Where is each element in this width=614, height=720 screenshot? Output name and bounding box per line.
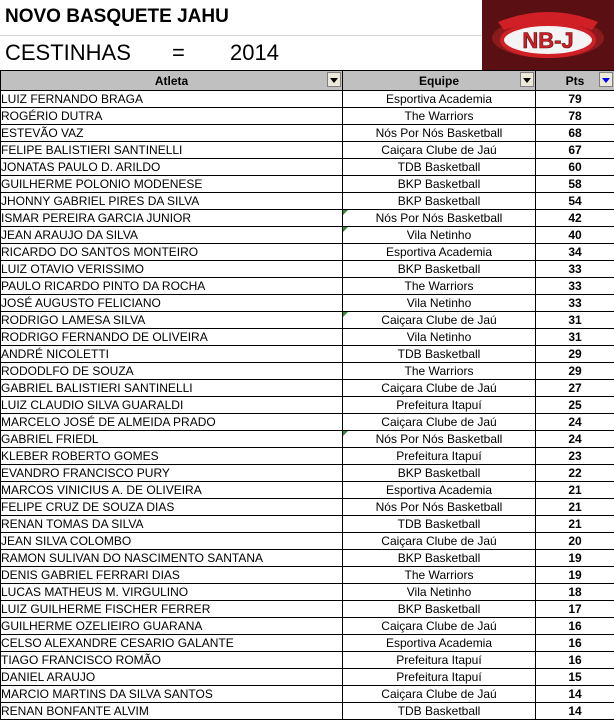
points-cell[interactable] [536, 567, 614, 584]
team-cell[interactable] [343, 703, 536, 720]
points-cell-text: 42 [568, 210, 582, 225]
points-cell-text: 19 [568, 550, 582, 565]
team-cell[interactable] [343, 652, 536, 669]
team-cell-text: Vila Netinho [406, 227, 472, 242]
table-row [1, 499, 614, 516]
team-cell-text: Caiçara Clube de Jaú [381, 312, 497, 327]
table-row [1, 584, 614, 601]
points-cell[interactable] [536, 686, 614, 703]
team-cell[interactable] [343, 91, 536, 108]
team-cell-text: BKP Basketball [397, 261, 481, 276]
team-cell-text: Caiçara Clube de Jaú [381, 414, 497, 429]
subtitle-label: CESTINHAS [5, 40, 131, 65]
table-row [1, 567, 614, 584]
athlete-cell[interactable] [1, 703, 343, 720]
athlete-cell-text: RENAN BONFANTE ALVIM [1, 703, 149, 718]
team-cell[interactable] [343, 125, 536, 142]
athlete-cell[interactable] [1, 516, 343, 533]
table-row [1, 227, 614, 244]
athlete-cell[interactable] [1, 550, 343, 567]
athlete-cell[interactable] [1, 635, 343, 652]
athlete-cell[interactable] [1, 652, 343, 669]
points-cell-text: 54 [568, 193, 582, 208]
team-cell-text: Esportiva Academia [385, 244, 493, 259]
points-cell[interactable] [536, 210, 614, 227]
athlete-cell-text: RODODLFO DE SOUZA [1, 363, 134, 378]
athlete-cell-text: MARCIO MARTINS DA SILVA SANTOS [1, 686, 213, 701]
points-cell[interactable] [536, 465, 614, 482]
points-cell[interactable] [536, 142, 614, 159]
athlete-cell[interactable] [1, 108, 343, 125]
points-cell-text: 17 [568, 601, 582, 616]
team-cell[interactable] [343, 295, 536, 312]
table-row [1, 703, 614, 720]
points-cell-text: 33 [568, 261, 582, 276]
points-cell[interactable] [536, 312, 614, 329]
table-row [1, 448, 614, 465]
sheet-title: NOVO BASQUETE JAHU [5, 6, 229, 27]
team-cell[interactable] [343, 346, 536, 363]
athlete-cell-text: LUIZ GUILHERME FISCHER FERRER [1, 601, 211, 616]
points-cell-text: 40 [568, 227, 582, 242]
points-cell[interactable] [536, 516, 614, 533]
athlete-cell-text: GUILHERME OZELIEIRO GUARANA [1, 618, 203, 633]
points-cell-text: 14 [568, 703, 582, 718]
team-cell[interactable] [343, 414, 536, 431]
athlete-cell-text: TIAGO FRANCISCO ROMÃO [1, 652, 162, 667]
table-row [1, 261, 614, 278]
points-cell[interactable] [536, 244, 614, 261]
column-header-points-label: Pts [565, 73, 585, 88]
team-cell[interactable] [343, 159, 536, 176]
table-body [1, 91, 614, 720]
points-cell[interactable] [536, 380, 614, 397]
team-cell[interactable] [343, 261, 536, 278]
team-cell-text: TDB Basketball [397, 159, 481, 174]
athlete-cell-text: LUIZ OTAVIO VERISSIMO [1, 261, 144, 276]
column-header-athlete-label: Atleta [154, 73, 189, 88]
team-cell[interactable] [343, 312, 536, 329]
points-cell-text: 78 [568, 108, 582, 123]
points-cell[interactable] [536, 125, 614, 142]
athlete-cell-text: PAULO RICARDO PINTO DA ROCHA [1, 278, 206, 293]
team-cell[interactable] [343, 193, 536, 210]
athlete-cell-text: FELIPE BALISTIERI SANTINELLI [1, 142, 183, 157]
table-row [1, 414, 614, 431]
comment-indicator-icon[interactable] [343, 312, 348, 317]
team-cell-text: BKP Basketball [397, 601, 481, 616]
athlete-cell-text: LUIZ FERNANDO BRAGA [1, 91, 144, 106]
team-cell[interactable] [343, 533, 536, 550]
team-cell[interactable] [343, 516, 536, 533]
athlete-cell[interactable] [1, 448, 343, 465]
points-cell-text: 67 [568, 142, 582, 157]
team-cell[interactable] [343, 278, 536, 295]
points-cell-text: 15 [568, 669, 582, 684]
team-cell[interactable] [343, 669, 536, 686]
team-cell-text: BKP Basketball [397, 193, 481, 208]
team-cell-text: TDB Basketball [397, 346, 481, 361]
team-cell-text: Vila Netinho [406, 329, 472, 344]
points-cell[interactable] [536, 108, 614, 125]
athlete-cell[interactable] [1, 142, 343, 159]
athlete-cell[interactable] [1, 295, 343, 312]
nbj-logo-icon [482, 0, 614, 70]
table-row [1, 278, 614, 295]
team-cell[interactable] [343, 329, 536, 346]
athlete-cell-text: LUCAS MATHEUS M. VIRGULINO [1, 584, 189, 599]
points-cell-text: 29 [568, 346, 582, 361]
athlete-cell[interactable] [1, 261, 343, 278]
table-row [1, 635, 614, 652]
team-cell-text: The Warriors [404, 108, 474, 123]
team-cell[interactable] [343, 363, 536, 380]
table-row [1, 618, 614, 635]
team-cell[interactable] [343, 227, 536, 244]
athlete-cell-text: JONATAS PAULO D. ARILDO [1, 159, 161, 174]
team-cell-text: Esportiva Academia [385, 482, 493, 497]
team-cell[interactable] [343, 567, 536, 584]
team-cell[interactable] [343, 210, 536, 227]
table-row [1, 312, 614, 329]
points-cell[interactable] [536, 278, 614, 295]
points-cell[interactable] [536, 482, 614, 499]
points-cell-text: 79 [568, 91, 582, 106]
team-cell[interactable] [343, 686, 536, 703]
athlete-cell[interactable] [1, 363, 343, 380]
points-cell-text: 24 [568, 414, 582, 429]
chevron-down-icon[interactable] [599, 72, 613, 87]
comment-indicator-icon[interactable] [343, 210, 348, 215]
points-cell-text: 27 [568, 380, 582, 395]
points-cell-text: 23 [568, 448, 582, 463]
team-cell[interactable] [343, 465, 536, 482]
points-cell[interactable] [536, 414, 614, 431]
athlete-cell-text: KLEBER ROBERTO GOMES [1, 448, 159, 463]
team-cell[interactable] [343, 431, 536, 448]
athlete-cell[interactable] [1, 278, 343, 295]
table-row [1, 91, 614, 108]
athlete-cell-text: JEAN ARAUJO DA SILVA [1, 227, 138, 242]
athlete-cell[interactable] [1, 601, 343, 618]
points-cell[interactable] [536, 363, 614, 380]
table-row [1, 601, 614, 618]
points-cell[interactable] [536, 159, 614, 176]
points-cell-text: 24 [568, 431, 582, 446]
table-row [1, 380, 614, 397]
column-header-points[interactable] [536, 71, 614, 91]
athlete-cell-text: MARCELO JOSÉ DE ALMEIDA PRADO [1, 414, 216, 429]
points-cell-text: 33 [568, 295, 582, 310]
athlete-cell-text: RODRIGO FERNANDO DE OLIVEIRA [1, 329, 208, 344]
team-cell-text: Nós Por Nós Basketball [375, 499, 503, 514]
athlete-cell-text: LUIZ CLAUDIO SILVA GUARALDI [1, 397, 184, 412]
points-cell[interactable] [536, 533, 614, 550]
athlete-cell-text: ANDRÉ NICOLETTI [1, 346, 110, 361]
points-cell[interactable] [536, 703, 614, 720]
team-cell[interactable] [343, 108, 536, 125]
team-cell[interactable] [343, 601, 536, 618]
team-cell[interactable] [343, 448, 536, 465]
points-cell[interactable] [536, 91, 614, 108]
table-row [1, 431, 614, 448]
team-cell[interactable] [343, 550, 536, 567]
team-cell-text: Esportiva Academia [385, 635, 493, 650]
team-cell-text: Vila Netinho [406, 584, 472, 599]
team-cell-text: Vila Netinho [406, 295, 472, 310]
athlete-cell[interactable] [1, 482, 343, 499]
table-row [1, 482, 614, 499]
points-cell-text: 16 [568, 618, 582, 633]
points-cell[interactable] [536, 176, 614, 193]
team-cell-text: BKP Basketball [397, 550, 481, 565]
team-cell-text: The Warriors [404, 567, 474, 582]
table-row [1, 176, 614, 193]
athlete-cell-text: DENIS GABRIEL FERRARI DIAS [1, 567, 180, 582]
table-row [1, 363, 614, 380]
points-cell[interactable] [536, 261, 614, 278]
comment-indicator-icon[interactable] [343, 431, 348, 436]
athlete-cell-text: ESTEVÃO VAZ [1, 125, 84, 140]
points-cell[interactable] [536, 499, 614, 516]
table-row [1, 652, 614, 669]
table-row [1, 210, 614, 227]
athlete-cell[interactable] [1, 533, 343, 550]
points-cell-text: 19 [568, 567, 582, 582]
team-cell-text: TDB Basketball [397, 516, 481, 531]
team-cell[interactable] [343, 244, 536, 261]
points-cell-text: 21 [568, 482, 582, 497]
team-cell[interactable] [343, 176, 536, 193]
athlete-cell[interactable] [1, 618, 343, 635]
table-row [1, 193, 614, 210]
points-cell-text: 16 [568, 635, 582, 650]
points-cell-text: 25 [568, 397, 582, 412]
athlete-cell-text: ISMAR PEREIRA GARCIA JUNIOR [1, 210, 192, 225]
points-cell[interactable] [536, 601, 614, 618]
athlete-cell-text: JEAN SILVA COLOMBO [1, 533, 132, 548]
athlete-cell[interactable] [1, 159, 343, 176]
points-cell[interactable] [536, 635, 614, 652]
athlete-cell[interactable] [1, 567, 343, 584]
team-cell-text: The Warriors [404, 278, 474, 293]
athlete-cell-text: RICARDO DO SANTOS MONTEIRO [1, 244, 199, 259]
points-cell-text: 18 [568, 584, 582, 599]
points-cell[interactable] [536, 431, 614, 448]
team-cell[interactable] [343, 635, 536, 652]
athlete-cell-text: GUILHERME POLONIO MODENESE [1, 176, 203, 191]
athlete-cell[interactable] [1, 431, 343, 448]
team-cell-text: Nós Por Nós Basketball [375, 125, 503, 140]
table-row [1, 346, 614, 363]
table-row [1, 159, 614, 176]
column-header-athlete[interactable] [1, 71, 343, 91]
athlete-cell[interactable] [1, 499, 343, 516]
chevron-down-icon[interactable] [520, 72, 534, 87]
athlete-cell[interactable] [1, 244, 343, 261]
athlete-cell-text: GABRIEL BALISTIERI SANTINELLI [1, 380, 193, 395]
team-cell[interactable] [343, 380, 536, 397]
subtitle-equals: = [172, 40, 185, 65]
points-cell[interactable] [536, 448, 614, 465]
points-cell[interactable] [536, 397, 614, 414]
team-cell[interactable] [343, 482, 536, 499]
table-row [1, 669, 614, 686]
athlete-cell-text: CELSO ALEXANDRE CESARIO GALANTE [1, 635, 234, 650]
points-cell-text: 20 [568, 533, 582, 548]
athlete-cell-text: DANIEL ARAUJO [1, 669, 96, 684]
points-cell-text: 21 [568, 499, 582, 514]
athlete-cell-text: GABRIEL FRIEDL [1, 431, 99, 446]
athlete-cell[interactable] [1, 329, 343, 346]
athlete-cell-text: RENAN TOMAS DA SILVA [1, 516, 144, 531]
points-cell[interactable] [536, 346, 614, 363]
points-cell[interactable] [536, 295, 614, 312]
team-cell[interactable] [343, 499, 536, 516]
points-cell[interactable] [536, 618, 614, 635]
athlete-cell[interactable] [1, 465, 343, 482]
table-row [1, 397, 614, 414]
team-cell[interactable] [343, 584, 536, 601]
athlete-cell[interactable] [1, 193, 343, 210]
team-cell-text: Caiçara Clube de Jaú [381, 380, 497, 395]
athlete-cell[interactable] [1, 686, 343, 703]
table-row [1, 550, 614, 567]
team-cell-text: Caiçara Clube de Jaú [381, 533, 497, 548]
table-row [1, 108, 614, 125]
athlete-cell[interactable] [1, 91, 343, 108]
points-cell[interactable] [536, 193, 614, 210]
athlete-cell[interactable] [1, 346, 343, 363]
table-row [1, 533, 614, 550]
points-cell-text: 29 [568, 363, 582, 378]
points-cell-text: 33 [568, 278, 582, 293]
athlete-cell-text: FELIPE CRUZ DE SOUZA DIAS [1, 499, 175, 514]
column-header-team-label: Equipe [418, 73, 459, 88]
team-cell-text: Prefeitura Itapuí [396, 448, 482, 463]
points-cell[interactable] [536, 227, 614, 244]
table-row [1, 329, 614, 346]
athlete-cell-text: MARCOS VINICIUS A. DE OLIVEIRA [1, 482, 202, 497]
points-cell-text: 22 [568, 465, 582, 480]
logo-text: NB-J [522, 28, 574, 53]
points-cell[interactable] [536, 329, 614, 346]
athlete-cell[interactable] [1, 210, 343, 227]
points-cell[interactable] [536, 652, 614, 669]
chevron-down-icon[interactable] [327, 72, 341, 87]
points-cell[interactable] [536, 584, 614, 601]
points-cell-text: 58 [568, 176, 582, 191]
team-cell-text: Nós Por Nós Basketball [375, 431, 503, 446]
athlete-cell-text: EVANDRO FRANCISCO PURY [1, 465, 170, 480]
team-cell[interactable] [343, 397, 536, 414]
athlete-cell[interactable] [1, 227, 343, 244]
comment-indicator-icon[interactable] [343, 227, 348, 232]
team-cell-text: Nós Por Nós Basketball [375, 210, 503, 225]
athlete-cell[interactable] [1, 669, 343, 686]
column-header-team[interactable] [343, 71, 536, 91]
team-cell[interactable] [343, 142, 536, 159]
points-cell-text: 60 [568, 159, 582, 174]
athlete-cell[interactable] [1, 414, 343, 431]
header-row [1, 71, 614, 91]
athlete-cell[interactable] [1, 380, 343, 397]
table-row [1, 244, 614, 261]
team-cell-text: Prefeitura Itapuí [396, 397, 482, 412]
points-cell-text: 16 [568, 652, 582, 667]
team-cell-text: Caiçara Clube de Jaú [381, 618, 497, 633]
team-cell-text: Caiçara Clube de Jaú [381, 686, 497, 701]
table-row [1, 295, 614, 312]
athlete-cell-text: JHONNY GABRIEL PIRES DA SILVA [1, 193, 200, 208]
points-cell-text: 21 [568, 516, 582, 531]
athlete-cell[interactable] [1, 176, 343, 193]
points-cell[interactable] [536, 669, 614, 686]
athlete-cell[interactable] [1, 397, 343, 414]
table-row [1, 142, 614, 159]
points-cell[interactable] [536, 550, 614, 567]
title-row [0, 0, 482, 36]
team-cell-text: BKP Basketball [397, 465, 481, 480]
points-cell-text: 14 [568, 686, 582, 701]
scorers-table [0, 70, 614, 720]
athlete-cell-text: RAMON SULIVAN DO NASCIMENTO SANTANA [1, 550, 264, 565]
athlete-cell[interactable] [1, 125, 343, 142]
athlete-cell[interactable] [1, 312, 343, 329]
points-cell-text: 34 [568, 244, 582, 259]
team-cell-text: TDB Basketball [397, 703, 481, 718]
table-row [1, 465, 614, 482]
athlete-cell-text: RODRIGO LAMESA SILVA [1, 312, 146, 327]
points-cell-text: 31 [568, 329, 582, 344]
subtitle-year: 2014 [230, 40, 279, 65]
table-row [1, 516, 614, 533]
points-cell-text: 31 [568, 312, 582, 327]
team-cell-text: Prefeitura Itapuí [396, 669, 482, 684]
athlete-cell-text: JOSÉ AUGUSTO FELICIANO [1, 295, 161, 310]
table-row [1, 686, 614, 703]
team-cell[interactable] [343, 618, 536, 635]
points-cell-text: 68 [568, 125, 582, 140]
team-cell-text: Prefeitura Itapuí [396, 652, 482, 667]
table-row [1, 125, 614, 142]
athlete-cell-text: ROGÉRIO DUTRA [1, 108, 103, 123]
team-cell-text: The Warriors [404, 363, 474, 378]
team-cell-text: Esportiva Academia [385, 91, 493, 106]
team-cell-text: BKP Basketball [397, 176, 481, 191]
subtitle-row [0, 36, 482, 70]
team-cell-text: Caiçara Clube de Jaú [381, 142, 497, 157]
athlete-cell[interactable] [1, 584, 343, 601]
